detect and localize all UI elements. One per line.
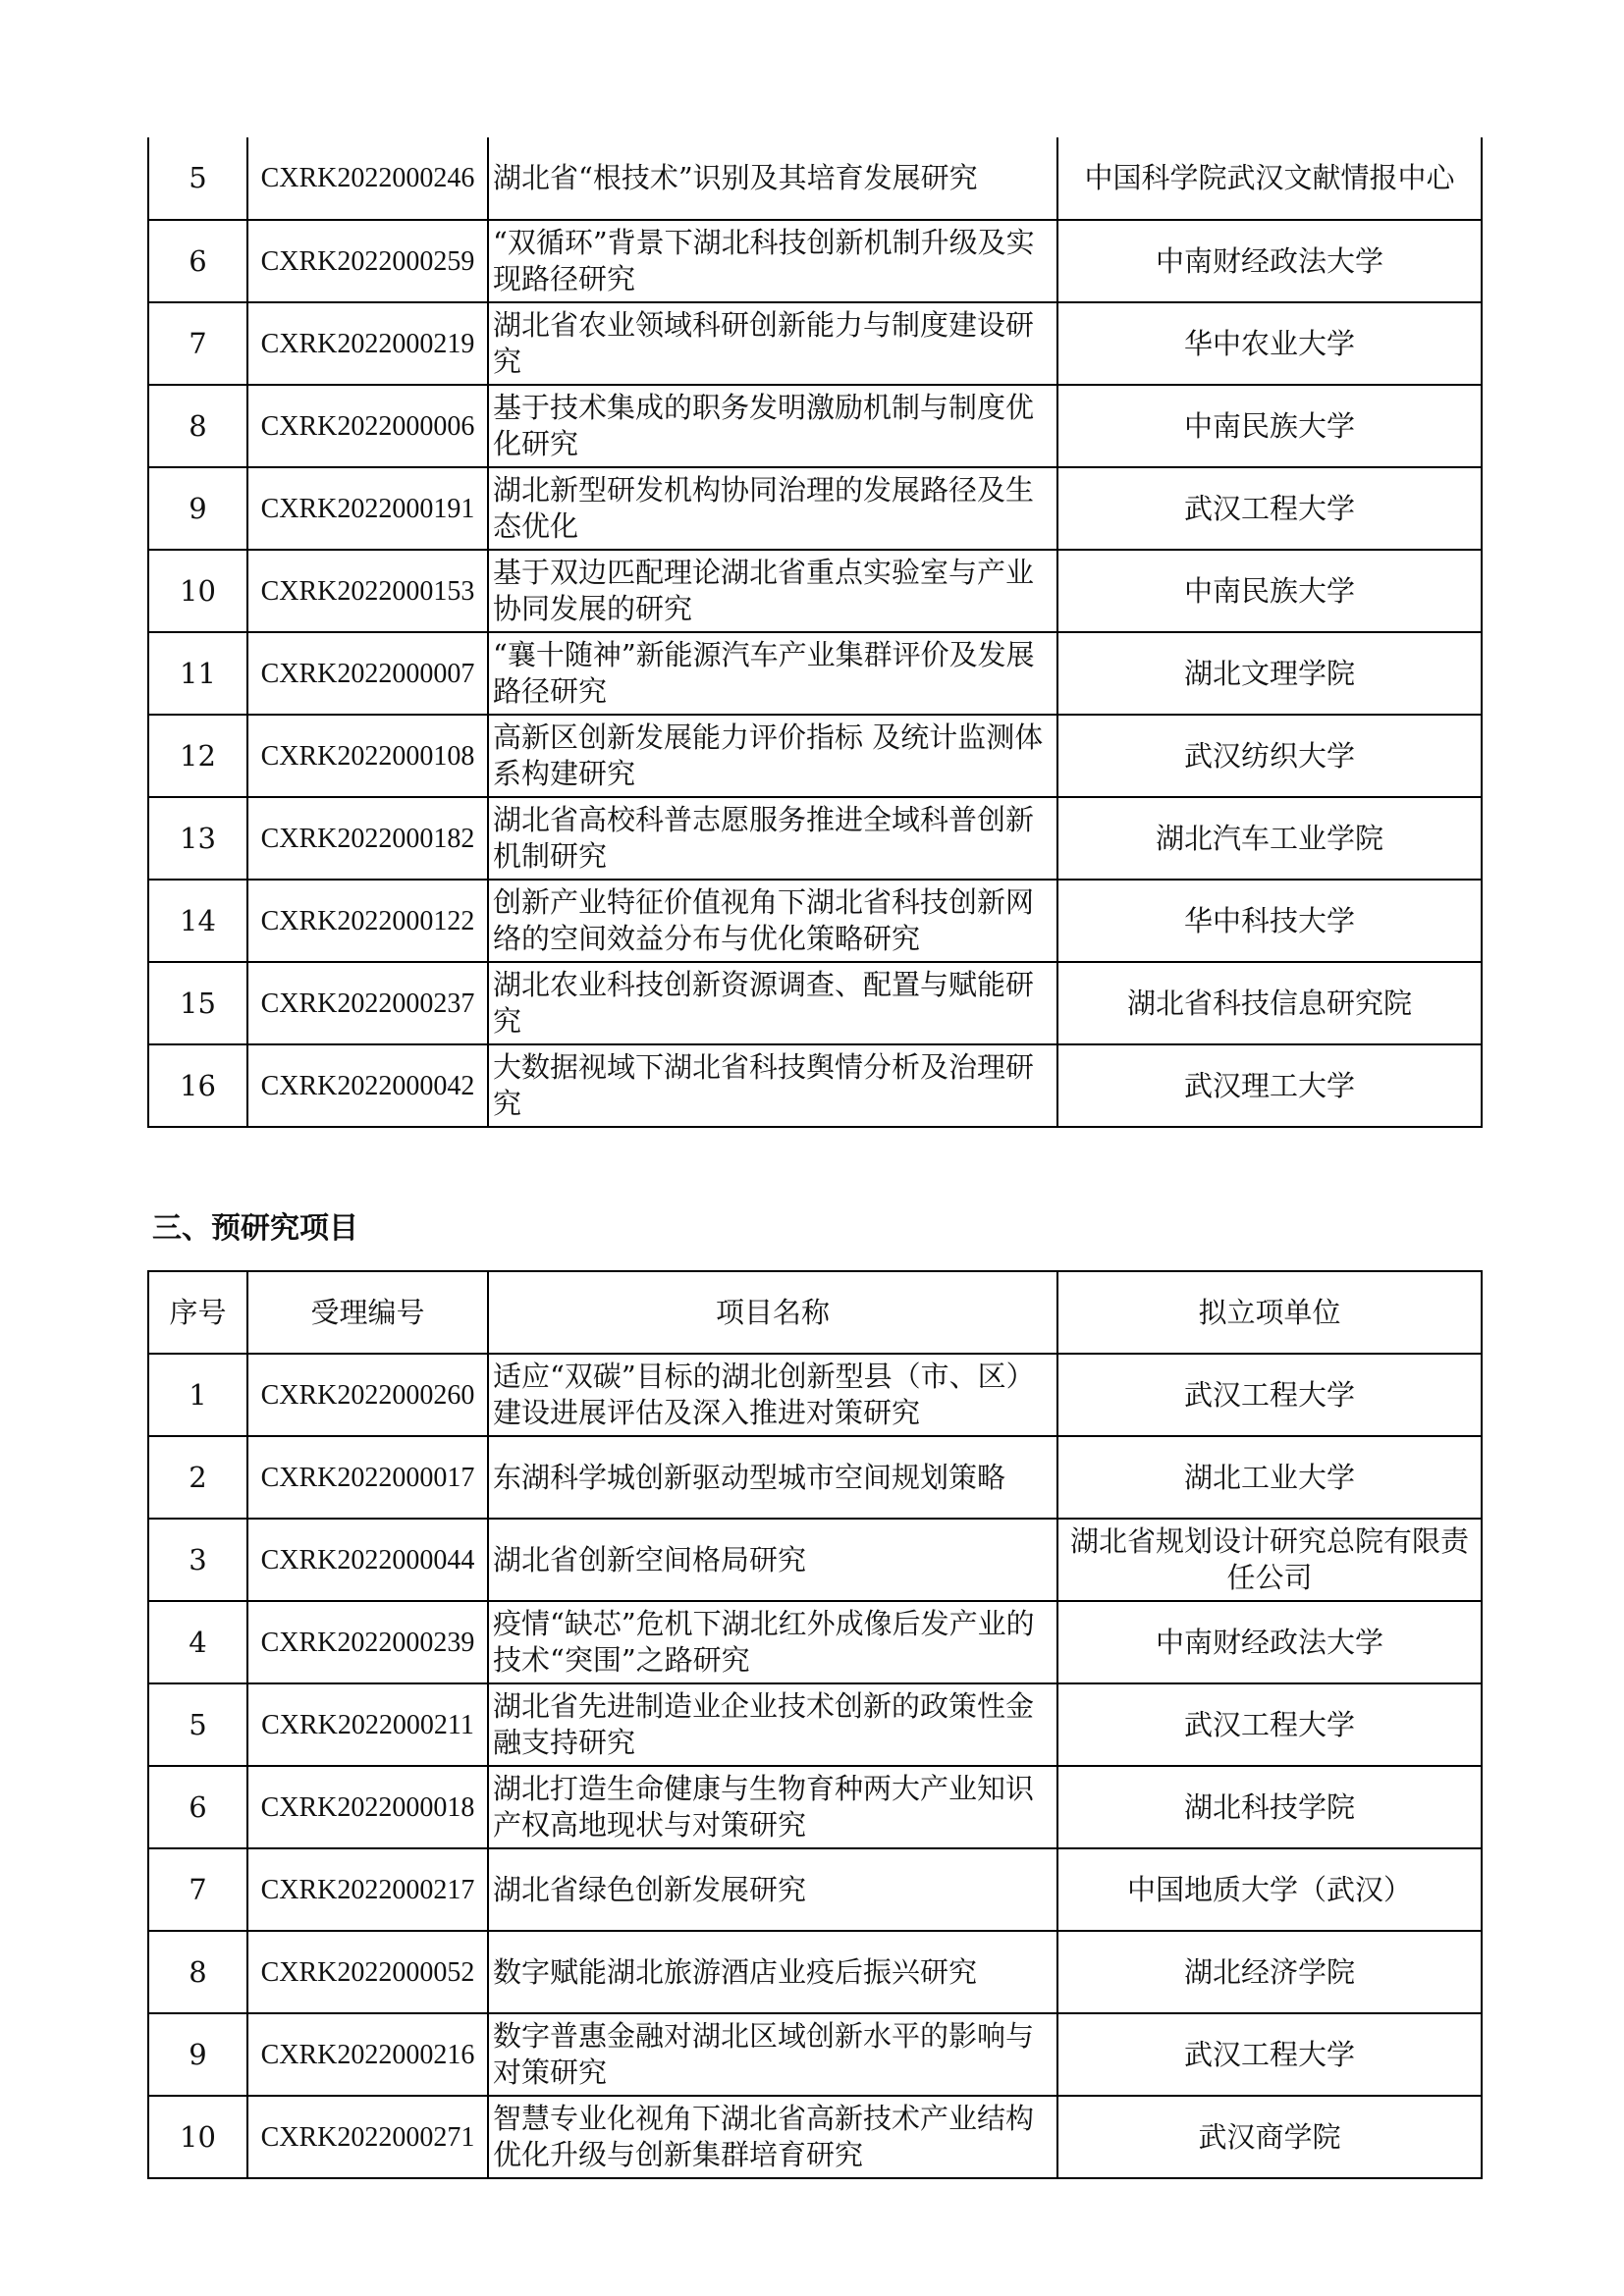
row-unit: 中国地质大学（武汉） bbox=[1057, 1848, 1482, 1931]
row-index: 7 bbox=[148, 1848, 247, 1931]
row-unit: 中南财经政法大学 bbox=[1057, 220, 1482, 302]
row-unit: 湖北文理学院 bbox=[1057, 632, 1482, 715]
row-index: 2 bbox=[148, 1436, 247, 1519]
row-code: CXRK2022000042 bbox=[247, 1044, 488, 1127]
pre-research-table-body bbox=[148, 1354, 1482, 2178]
row-index: 5 bbox=[148, 1683, 247, 1766]
row-project-name: 基于技术集成的职务发明激励机制与制度优化研究 bbox=[488, 385, 1057, 467]
pre-research-project-table bbox=[147, 1270, 1483, 2179]
header-index: 序号 bbox=[148, 1271, 247, 1354]
table-row bbox=[148, 797, 1482, 880]
row-project-name: 东湖科学城创新驱动型城市空间规划策略 bbox=[488, 1436, 1057, 1519]
row-unit: 武汉理工大学 bbox=[1057, 1044, 1482, 1127]
row-unit: 湖北省规划设计研究总院有限责任公司 bbox=[1057, 1519, 1482, 1601]
row-unit: 湖北工业大学 bbox=[1057, 1436, 1482, 1519]
table-row bbox=[148, 2013, 1482, 2096]
section-heading: 三、预研究项目 bbox=[152, 1211, 358, 1246]
row-code: CXRK2022000017 bbox=[247, 1436, 488, 1519]
table-row bbox=[148, 1848, 1482, 1931]
row-project-name: 数字赋能湖北旅游酒店业疫后振兴研究 bbox=[488, 1931, 1057, 2013]
row-project-name: 创新产业特征价值视角下湖北省科技创新网络的空间效益分布与优化策略研究 bbox=[488, 880, 1057, 962]
row-code: CXRK2022000007 bbox=[247, 632, 488, 715]
row-code: CXRK2022000246 bbox=[247, 137, 488, 220]
row-project-name: 湖北省高校科普志愿服务推进全域科普创新机制研究 bbox=[488, 797, 1057, 880]
row-unit: 湖北经济学院 bbox=[1057, 1931, 1482, 2013]
header-unit: 拟立项单位 bbox=[1057, 1271, 1482, 1354]
table-row bbox=[148, 1354, 1482, 1436]
row-index: 14 bbox=[148, 880, 247, 962]
row-project-name: 湖北农业科技创新资源调查、配置与赋能研究 bbox=[488, 962, 1057, 1044]
table-row bbox=[148, 220, 1482, 302]
row-code: CXRK2022000260 bbox=[247, 1354, 488, 1436]
table-row bbox=[148, 632, 1482, 715]
row-index: 6 bbox=[148, 220, 247, 302]
row-index: 13 bbox=[148, 797, 247, 880]
row-index: 4 bbox=[148, 1601, 247, 1683]
row-unit: 武汉商学院 bbox=[1057, 2096, 1482, 2178]
table-row bbox=[148, 467, 1482, 550]
row-unit: 武汉工程大学 bbox=[1057, 1354, 1482, 1436]
row-unit: 华中科技大学 bbox=[1057, 880, 1482, 962]
row-index: 8 bbox=[148, 1931, 247, 2013]
row-project-name: 高新区创新发展能力评价指标 及统计监测体系构建研究 bbox=[488, 715, 1057, 797]
table-row bbox=[148, 550, 1482, 632]
row-project-name: 数字普惠金融对湖北区域创新水平的影响与对策研究 bbox=[488, 2013, 1057, 2096]
row-code: CXRK2022000217 bbox=[247, 1848, 488, 1931]
row-project-name: 基于双边匹配理论湖北省重点实验室与产业协同发展的研究 bbox=[488, 550, 1057, 632]
row-index: 9 bbox=[148, 467, 247, 550]
row-index: 10 bbox=[148, 550, 247, 632]
row-code: CXRK2022000259 bbox=[247, 220, 488, 302]
row-unit: 中南民族大学 bbox=[1057, 385, 1482, 467]
header-name: 项目名称 bbox=[488, 1271, 1057, 1354]
row-index: 10 bbox=[148, 2096, 247, 2178]
row-project-name: 湖北省绿色创新发展研究 bbox=[488, 1848, 1057, 1931]
table-row bbox=[148, 1436, 1482, 1519]
table-row bbox=[148, 385, 1482, 467]
row-code: CXRK2022000108 bbox=[247, 715, 488, 797]
row-unit: 中南财经政法大学 bbox=[1057, 1601, 1482, 1683]
row-index: 1 bbox=[148, 1354, 247, 1436]
row-project-name: 疫情“缺芯”危机下湖北红外成像后发产业的技术“突围”之路研究 bbox=[488, 1601, 1057, 1683]
row-project-name: 湖北省先进制造业企业技术创新的政策性金融支持研究 bbox=[488, 1683, 1057, 1766]
row-code: CXRK2022000271 bbox=[247, 2096, 488, 2178]
table-header-row bbox=[148, 1271, 1482, 1354]
continued-project-table bbox=[147, 137, 1483, 1128]
row-project-name: 湖北打造生命健康与生物育种两大产业知识产权高地现状与对策研究 bbox=[488, 1766, 1057, 1848]
row-code: CXRK2022000239 bbox=[247, 1601, 488, 1683]
row-code: CXRK2022000018 bbox=[247, 1766, 488, 1848]
row-project-name: “双循环”背景下湖北科技创新机制升级及实现路径研究 bbox=[488, 220, 1057, 302]
row-project-name: 湖北省农业领域科研创新能力与制度建设研究 bbox=[488, 302, 1057, 385]
row-code: CXRK2022000044 bbox=[247, 1519, 488, 1601]
row-code: CXRK2022000153 bbox=[247, 550, 488, 632]
row-index: 9 bbox=[148, 2013, 247, 2096]
row-project-name: “襄十随神”新能源汽车产业集群评价及发展路径研究 bbox=[488, 632, 1057, 715]
row-index: 3 bbox=[148, 1519, 247, 1601]
row-code: CXRK2022000216 bbox=[247, 2013, 488, 2096]
row-code: CXRK2022000219 bbox=[247, 302, 488, 385]
table-row bbox=[148, 302, 1482, 385]
row-index: 8 bbox=[148, 385, 247, 467]
row-unit: 武汉工程大学 bbox=[1057, 1683, 1482, 1766]
row-unit: 湖北省科技信息研究院 bbox=[1057, 962, 1482, 1044]
table-row bbox=[148, 1044, 1482, 1127]
row-code: CXRK2022000006 bbox=[247, 385, 488, 467]
table-row bbox=[148, 880, 1482, 962]
row-unit: 湖北科技学院 bbox=[1057, 1766, 1482, 1848]
table-row bbox=[148, 2096, 1482, 2178]
row-index: 15 bbox=[148, 962, 247, 1044]
row-index: 7 bbox=[148, 302, 247, 385]
row-unit: 华中农业大学 bbox=[1057, 302, 1482, 385]
row-project-name: 湖北省“根技术”识别及其培育发展研究 bbox=[488, 137, 1057, 220]
table-row bbox=[148, 715, 1482, 797]
row-code: CXRK2022000211 bbox=[247, 1683, 488, 1766]
row-code: CXRK2022000182 bbox=[247, 797, 488, 880]
row-index: 11 bbox=[148, 632, 247, 715]
table-row bbox=[148, 1683, 1482, 1766]
row-unit: 中南民族大学 bbox=[1057, 550, 1482, 632]
row-unit: 中国科学院武汉文献情报中心 bbox=[1057, 137, 1482, 220]
row-code: CXRK2022000122 bbox=[247, 880, 488, 962]
header-code: 受理编号 bbox=[247, 1271, 488, 1354]
row-code: CXRK2022000191 bbox=[247, 467, 488, 550]
row-code: CXRK2022000052 bbox=[247, 1931, 488, 2013]
row-unit: 武汉工程大学 bbox=[1057, 467, 1482, 550]
table-row bbox=[148, 962, 1482, 1044]
row-unit: 湖北汽车工业学院 bbox=[1057, 797, 1482, 880]
row-index: 6 bbox=[148, 1766, 247, 1848]
table-row bbox=[148, 1766, 1482, 1848]
row-unit: 武汉纺织大学 bbox=[1057, 715, 1482, 797]
row-project-name: 智慧专业化视角下湖北省高新技术产业结构优化升级与创新集群培育研究 bbox=[488, 2096, 1057, 2178]
table-row bbox=[148, 1931, 1482, 2013]
table-row bbox=[148, 1519, 1482, 1601]
row-index: 5 bbox=[148, 137, 247, 220]
row-unit: 武汉工程大学 bbox=[1057, 2013, 1482, 2096]
row-project-name: 湖北省创新空间格局研究 bbox=[488, 1519, 1057, 1601]
row-project-name: 湖北新型研发机构协同治理的发展路径及生态优化 bbox=[488, 467, 1057, 550]
row-index: 16 bbox=[148, 1044, 247, 1127]
table-row bbox=[148, 1601, 1482, 1683]
table-row bbox=[148, 137, 1482, 220]
row-index: 12 bbox=[148, 715, 247, 797]
continued-table-body bbox=[148, 137, 1482, 1127]
row-project-name: 大数据视域下湖北省科技舆情分析及治理研究 bbox=[488, 1044, 1057, 1127]
row-project-name: 适应“双碳”目标的湖北创新型县（市、区）建设进展评估及深入推进对策研究 bbox=[488, 1354, 1057, 1436]
row-code: CXRK2022000237 bbox=[247, 962, 488, 1044]
